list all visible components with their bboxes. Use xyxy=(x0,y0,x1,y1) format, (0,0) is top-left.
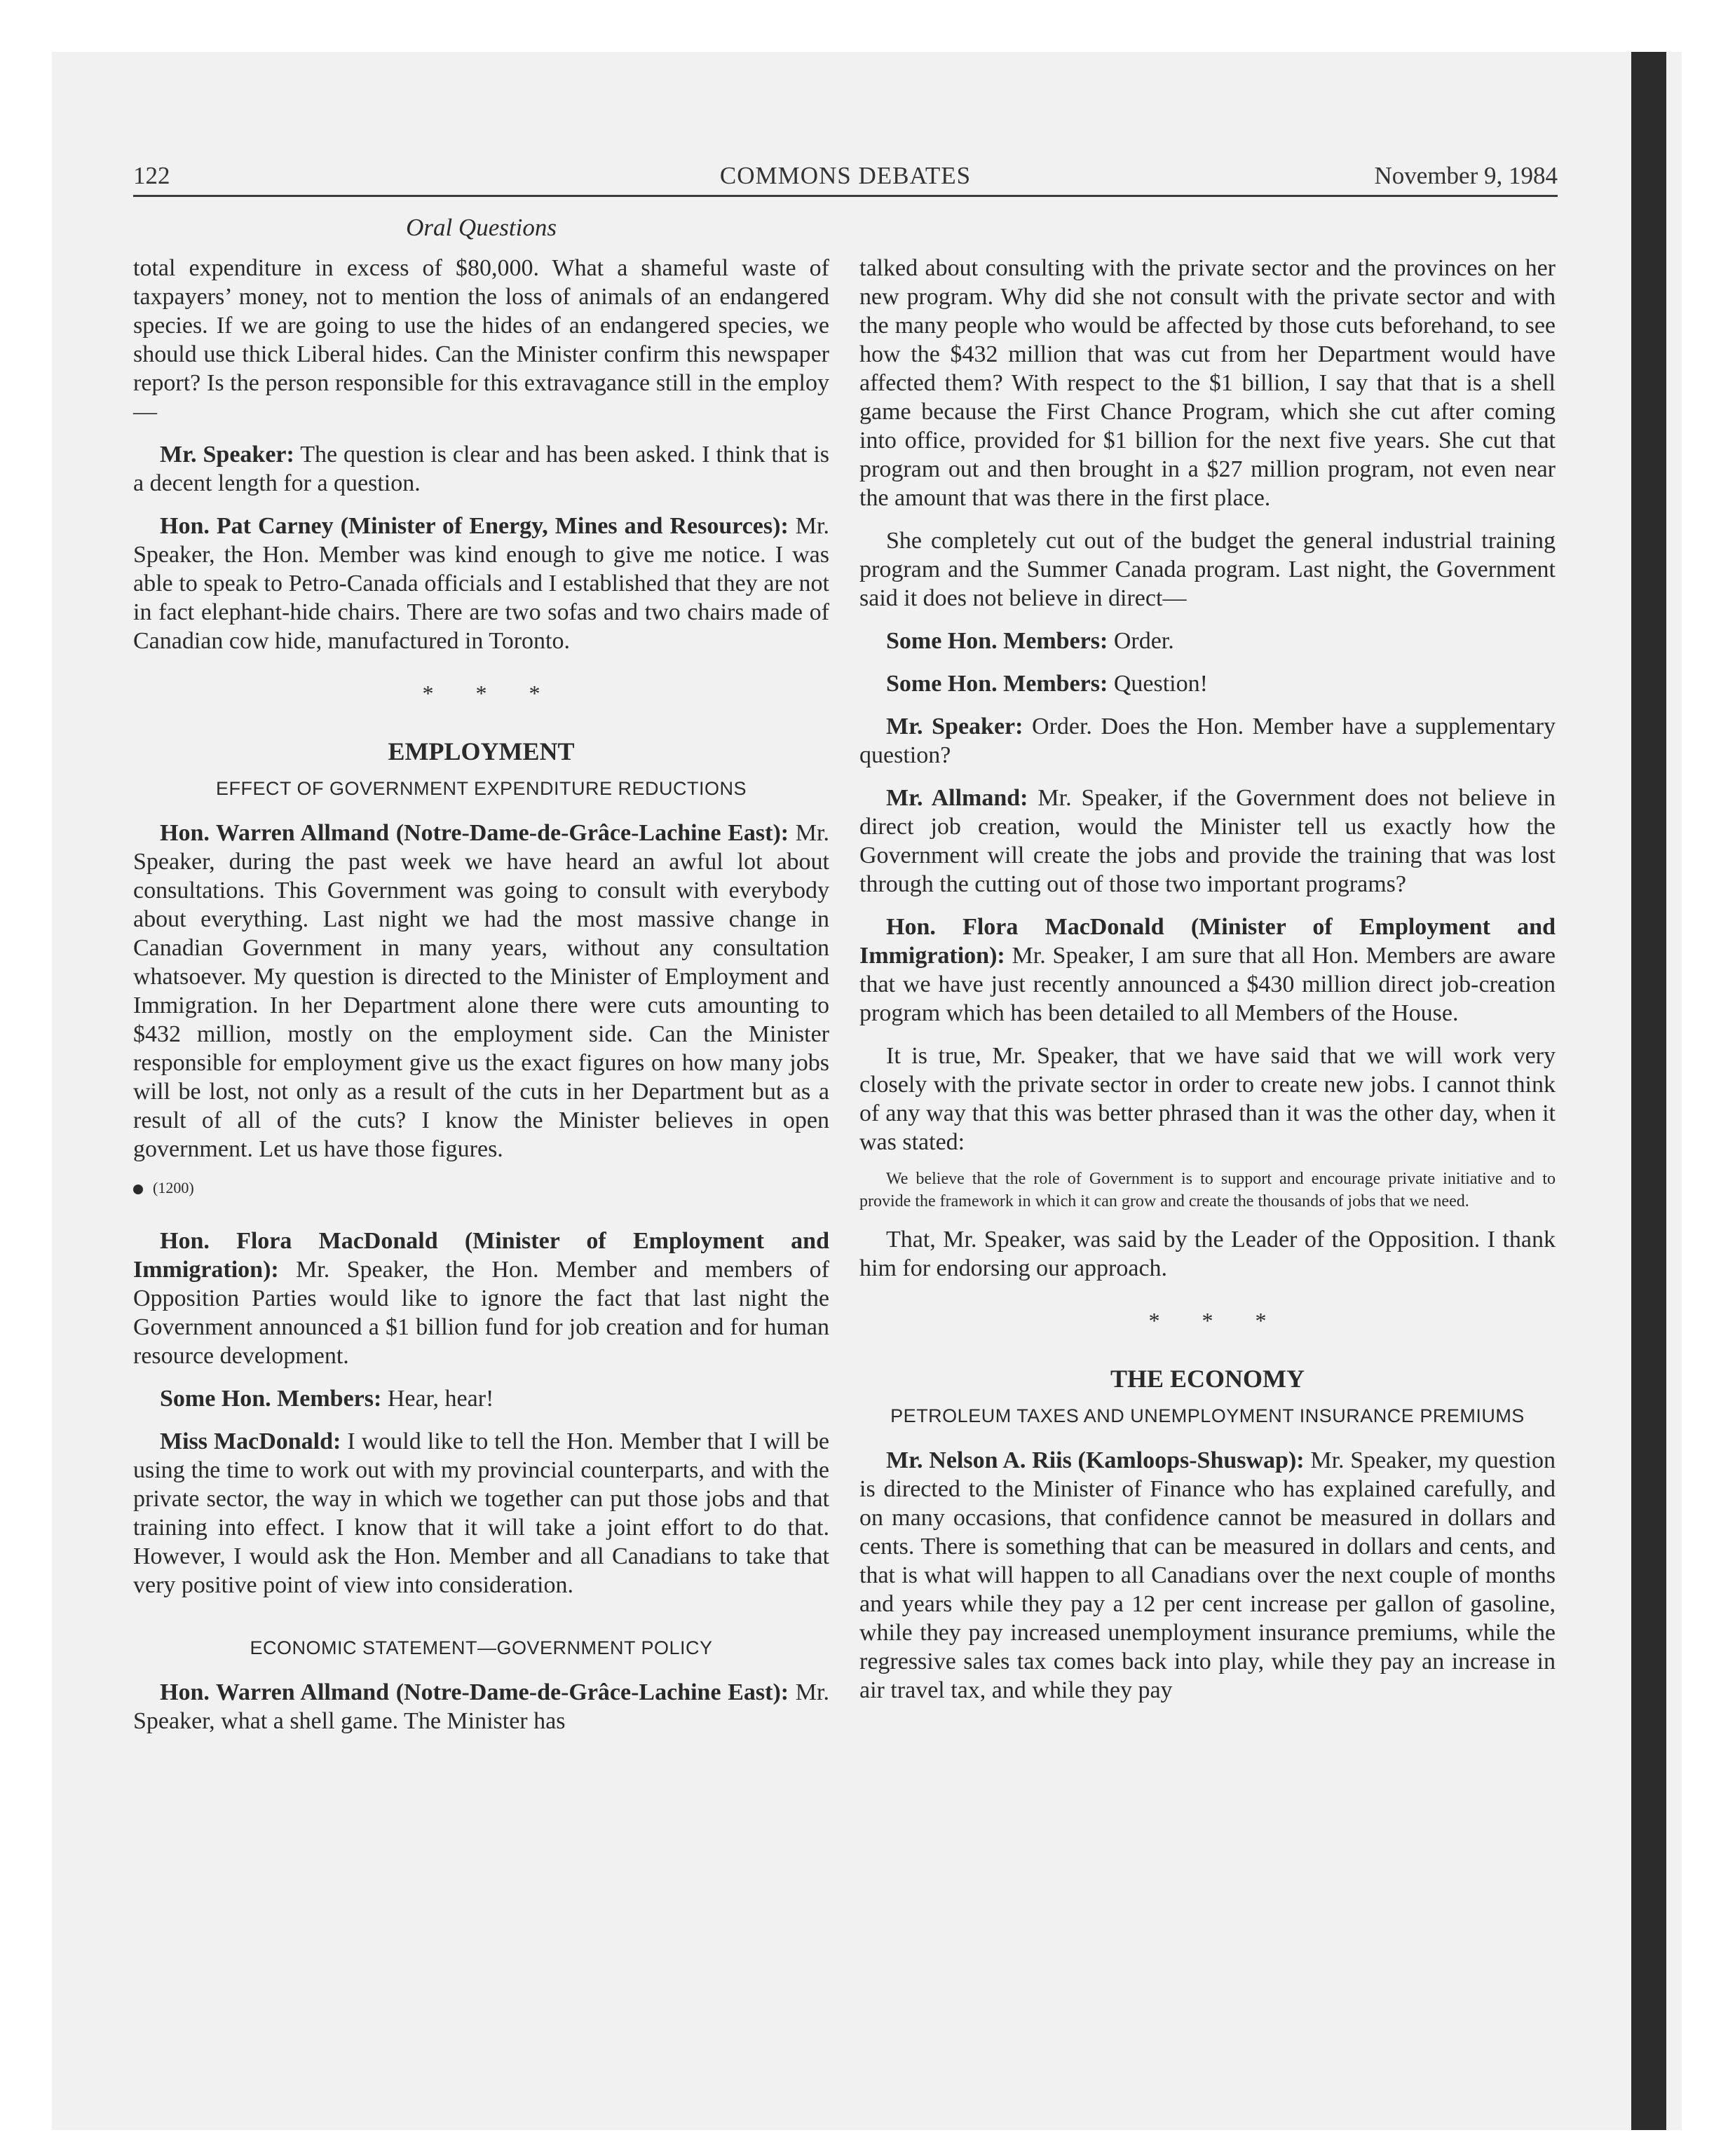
paragraph xyxy=(133,819,829,1164)
speaker-name: Mr. Allmand: xyxy=(886,785,1028,811)
speaker-name: Miss MacDonald: xyxy=(160,1428,341,1454)
speech-text: Question! xyxy=(1108,671,1208,697)
section-separator: * * * xyxy=(1148,1308,1285,1333)
section-label: Oral Questions xyxy=(406,214,557,241)
section-heading: EMPLOYMENT xyxy=(388,737,575,765)
paragraph: She completely cut out of the budget the general industrial training program and the Summer Canada program. Last night, the Government said it does not believe in direct— xyxy=(859,528,1556,611)
paragraph xyxy=(859,712,1556,770)
speech-text: Order. Does the Hon. Member have a supplementary question? xyxy=(859,714,1556,768)
header-rule xyxy=(133,195,1558,197)
right-column xyxy=(859,254,1556,1719)
speaker-name: Mr. Speaker: xyxy=(160,442,294,468)
paragraph xyxy=(859,1446,1556,1705)
speaker-name: Hon. Warren Allmand (Notre-Dame-de-Grâce-Lachine East): xyxy=(160,1679,789,1705)
paragraph: talked about consulting with the private sector and the provinces on her new program. Why did she not consult with the private sector and with the many people who would be affected by those cuts beforehand, to see how the $432 million that was cut from her Department would have affected them? With respect to the $1 billion, I say that that is a shell game because the First Chance Program, which she cut after coming into office, provided for $1 billion for the next five years. She cut that program out and then brought in a $27 million program, not even near the amount that was there in the first place. xyxy=(859,255,1556,511)
speech-text: Order. xyxy=(1108,628,1174,654)
speech-text: I would like to tell the Hon. Member that I will be using the time to work out with my provincial counterparts, and with the private sector, the way in which we together can put those jobs and that training into effect. I know that it will take a joint effort to do that. However, I would ask the Hon. Member and all Canadians to take that very positive point of view into consideration. xyxy=(133,1428,829,1598)
section-separator: * * * xyxy=(422,681,559,706)
paragraph xyxy=(133,440,829,498)
speech-text: Mr. Speaker, the Hon. Member was kind enough to give me notice. I was able to speak to Petro-Canada officials and I established that they are not in fact elephant-hide chairs. There are two sofas and two chairs made of Canadian cow hide, manufactured in Toronto. xyxy=(133,513,829,654)
paragraph xyxy=(133,512,829,655)
speech-text: Hear, hear! xyxy=(381,1386,494,1412)
speaker-name: Mr. Speaker: xyxy=(886,714,1023,739)
paragraph xyxy=(859,913,1556,1028)
speaker-name: Some Hon. Members: xyxy=(886,671,1108,697)
page-number: 122 xyxy=(133,162,170,189)
left-column xyxy=(133,254,829,1749)
paragraph xyxy=(133,1678,829,1735)
speaker-name: Hon. Flora MacDonald (Minister of Employment and Immigration): xyxy=(859,914,1556,969)
paragraph xyxy=(859,669,1556,698)
speaker-name: Some Hon. Members: xyxy=(886,628,1108,654)
speech-text: Mr. Speaker, if the Government does not believe in direct job creation, would the Minister tell us exactly how the Government will create the jobs and provide the training that was lost through the cutting out of those two important programs? xyxy=(859,785,1556,897)
speech-text: The question is clear and has been asked. I think that is a decent length for a question. xyxy=(133,442,830,496)
section-subheading: PETROLEUM TAXES AND UNEMPLOYMENT INSURANCE PREMIUMS xyxy=(890,1405,1525,1426)
paragraph xyxy=(133,1384,829,1413)
speaker-name: Some Hon. Members: xyxy=(160,1386,382,1412)
running-header xyxy=(133,158,1558,193)
scan-edge-bar xyxy=(1631,52,1666,2130)
time-marker xyxy=(133,1178,829,1199)
speaker-name: Hon. Warren Allmand (Notre-Dame-de-Grâce-Lachine East): xyxy=(160,820,789,846)
block-quote: We believe that the role of Government is to support and encourage private initiative and to provide the framework in which it can grow and create the thousands of jobs that we need. xyxy=(859,1170,1556,1210)
paragraph: That, Mr. Speaker, was said by the Leader of the Opposition. I thank him for endorsing our approach. xyxy=(859,1227,1556,1281)
speech-text: Mr. Speaker, I am sure that all Hon. Members are aware that we have just recently announced a $430 million direct job-creation program which has been detailed to all Members of the House. xyxy=(859,943,1556,1026)
speech-text: Mr. Speaker, my question is directed to the Minister of Finance who has explained carefully, and on many occasions, that confidence cannot be measured in dollars and cents. There is something that can be measured in dollars and cents, and that is what will happen to all Canadians over the next couple of months and years while they pay a 12 per cent increase per gallon of gasoline, while they pay increased unemployment insurance premiums, while the regressive sales tax comes back into play, while they pay an increase in air travel tax, and while they pay xyxy=(859,1447,1556,1703)
section-subheading: EFFECT OF GOVERNMENT EXPENDITURE REDUCTIONS xyxy=(215,778,747,799)
paragraph xyxy=(133,1427,829,1599)
publication-date: November 9, 1984 xyxy=(1374,162,1558,189)
section-subheading: ECONOMIC STATEMENT—GOVERNMENT POLICY xyxy=(250,1637,713,1658)
paragraph: total expenditure in excess of $80,000. What a shameful waste of taxpayers’ money, not to mention the loss of animals of an endangered species. If we are going to use the hides of an endangered species, we should use thick Liberal hides. Can the Minister confirm this newspaper report? Is the person responsible for this extravagance still in the employ— xyxy=(133,255,829,425)
paragraph xyxy=(859,784,1556,899)
speech-text: Mr. Speaker, the Hon. Member and members of Opposition Parties would like to ignore the fact that last night the Government announced a $1 billion fund for job creation and for human resource development. xyxy=(133,1257,829,1369)
publication-title: COMMONS DEBATES xyxy=(719,162,972,189)
speech-text: Mr. Speaker, during the past week we have heard an awful lot about consultations. This Government was going to consult with everybody about everything. Last night we had the most massive change in Canadian Government in many years, without any consultation whatsoever. My question is directed to the Minister of Employment and Immigration. In her Department alone there were cuts amounting to $432 million, mostly on the employment side. Can the Minister responsible for employment give us the exact figures on how many jobs will be lost, not only as a result of the cuts in her Department but as a result of all of the cuts? I know the Minister believes in open government. Let us have those figures. xyxy=(133,820,829,1162)
speaker-name: Hon. Flora MacDonald (Minister of Employment and Immigration): xyxy=(133,1228,829,1283)
speech-text: Mr. Speaker, what a shell game. The Minister has xyxy=(133,1679,829,1734)
speaker-name: Hon. Pat Carney (Minister of Energy, Mines and Resources): xyxy=(160,513,789,539)
paragraph: It is true, Mr. Speaker, that we have said that we will work very closely with the private sector in order to create new jobs. I cannot think of any way that this was better phrased than it was the other day, when it was stated: xyxy=(859,1043,1556,1155)
paragraph xyxy=(859,627,1556,655)
time-stamp: (1200) xyxy=(153,1179,194,1196)
speaker-name: Mr. Nelson A. Riis (Kamloops-Shuswap): xyxy=(886,1447,1305,1473)
paragraph xyxy=(133,1227,829,1370)
bullet-icon xyxy=(133,1185,143,1194)
section-heading: THE ECONOMY xyxy=(1110,1365,1305,1393)
